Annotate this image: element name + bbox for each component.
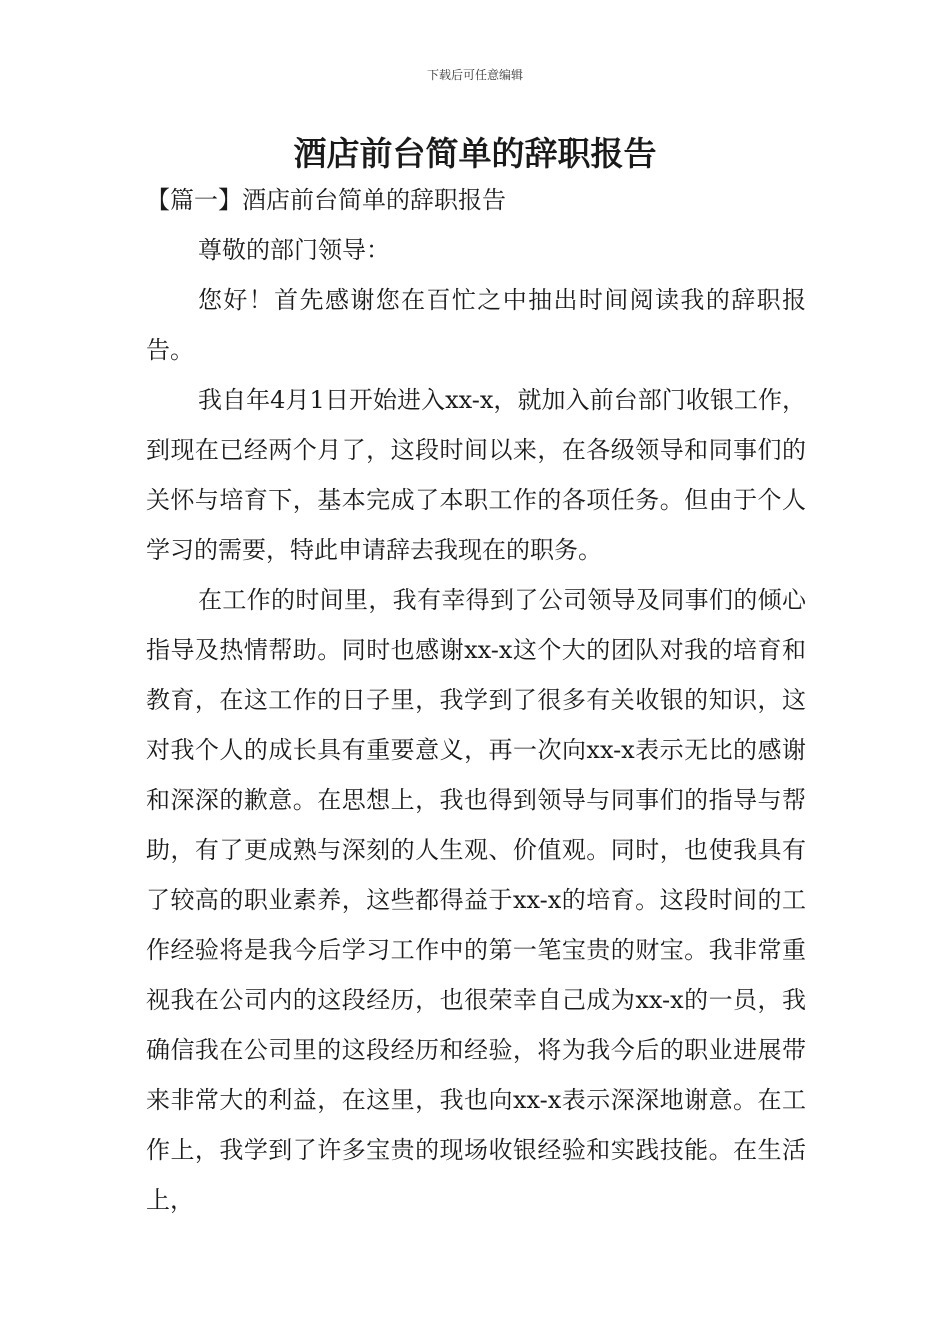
document-body — [146, 225, 806, 1225]
body-paragraph: 我自年4月1日开始进入xx-x，就加入前台部门收银工作，到现在已经两个月了，这段时间以来，在各级领导和同事们的关怀与培育下，基本完成了本职工作的各项任务。但由于个人学习的需要，特此申请辞去我现在的职务。 — [146, 386, 806, 564]
greeting-paragraph: 您好！首先感谢您在百忙之中抽出时间阅读我的辞职报告。 — [146, 286, 806, 364]
section-heading: 【篇一】酒店前台简单的辞职报告 — [146, 186, 506, 214]
header-note: 下载后可任意编辑 — [426, 68, 523, 82]
body-paragraph: 在工作的时间里，我有幸得到了公司领导及同事们的倾心指导及热情帮助。同时也感谢xx-x这个大的团队对我的培育和教育，在这工作的日子里，我学到了很多有关收银的知识，这对我个人的成长具有重要意义，再一次向xx-x表示无比的感谢和深深的歉意。在思想上，我也得到领导与同事们的指导与帮助，有了更成熟与深刻的人生观、价值观。同时，也使我具有了较高的职业素养，这些都得益于xx-x的培育。这段时间的工作经验将是我今后学习工作中的第一笔宝贵的财宝。我非常重视我在公司内的这段经历，也很荣幸自己成为xx-x的一员，我确信我在公司里的这段经历和经验，将为我今后的职业进展带来非常大的利益，在这里，我也向xx-x表示深深地谢意。在工作上，我学到了许多宝贵的现场收银经验和实践技能。在生活上， — [146, 586, 806, 1214]
salutation-paragraph: 尊敬的部门领导： — [198, 236, 390, 264]
document-title: 酒店前台简单的辞职报告 — [293, 134, 657, 173]
